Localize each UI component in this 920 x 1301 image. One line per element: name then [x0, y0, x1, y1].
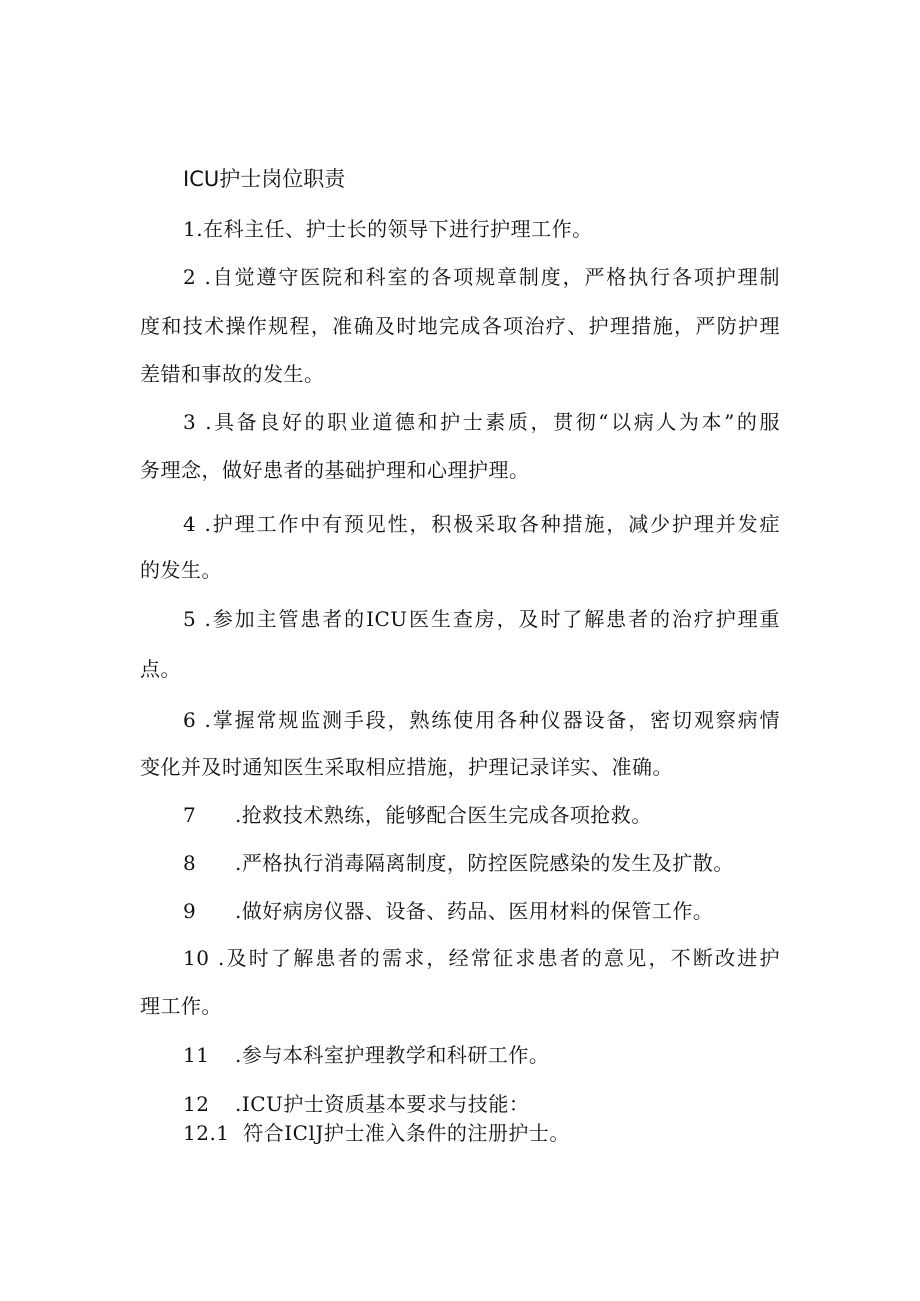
item-number: 4: [183, 512, 197, 536]
item-number: 1: [183, 217, 197, 241]
item-6-line-1: [183, 705, 780, 735]
item-text: .严格执行消毒隔离制度，防控医院感染的发生及扩散。: [235, 851, 734, 875]
item-7-line-1: [183, 800, 652, 830]
item-number: 10: [183, 946, 210, 970]
item-number: 11: [183, 1043, 210, 1067]
item-text: .自觉遵守医院和科室的各项规章制度，严格执行各项护理制: [204, 265, 781, 289]
item-6-line-2: 变化并及时通知医生采取相应措施，护理记录详实、准确。: [140, 755, 673, 779]
item-number: 6: [183, 708, 197, 732]
item-text: .做好病房仪器、设备、药品、医用材料的保管工作。: [235, 899, 714, 923]
item-4-line-2: 的发生。: [140, 558, 222, 582]
item-text: .参加主管患者的ICU医生查房，及时了解患者的治疗护理重: [204, 607, 780, 631]
item-10-line-1: [183, 943, 780, 973]
item-9-line-1: [183, 896, 713, 926]
item-8-line-1: [183, 848, 734, 878]
item-number: 9: [183, 899, 197, 923]
item-12-1-line-1: [183, 1118, 570, 1148]
item-text: 符合IClJ护士准入条件的注册护士。: [243, 1121, 570, 1145]
item-5-line-2: 点。: [140, 657, 181, 681]
item-2-line-3: 差错和事故的发生。: [140, 362, 325, 386]
item-5-line-1: [183, 604, 780, 634]
item-3-line-2: 务理念，做好患者的基础护理和心理护理。: [140, 458, 530, 482]
item-number: 12.1: [183, 1121, 230, 1145]
item-text: .在科主任、护士长的领导下进行护理工作。: [196, 217, 593, 241]
item-text: .具备良好的职业道德和护士素质，贯彻“以病人为本”的服: [205, 410, 781, 434]
document-title: ICU护士岗位职责: [183, 167, 346, 191]
item-number: 2: [183, 265, 197, 289]
item-2-line-2: 度和技术操作规程，准确及时地完成各项治疗、护理措施，严防护理: [140, 314, 780, 338]
item-text: .护理工作中有预见性，积极采取各种措施，减少护理并发症: [204, 512, 781, 536]
item-number: 3: [183, 410, 197, 434]
item-text: .ICU护士资质基本要求与技能：: [235, 1092, 530, 1116]
item-text: .参与本科室护理教学和科研工作。: [235, 1043, 550, 1067]
item-2-line-1: [183, 262, 780, 292]
item-3-line-1: [183, 407, 780, 437]
item-4-line-1: [183, 509, 780, 539]
item-1-line-1: [183, 214, 593, 244]
item-text: .掌握常规监测手段，熟练使用各种仪器设备，密切观察病情: [204, 708, 781, 732]
item-number: 12: [183, 1092, 210, 1116]
item-text: .及时了解患者的需求，经常征求患者的意见，不断改进护: [218, 946, 780, 970]
item-number: 7: [183, 803, 197, 827]
item-12-line-1: [183, 1089, 529, 1119]
item-10-line-2: 理工作。: [140, 994, 222, 1018]
item-number: 5: [183, 607, 197, 631]
item-number: 8: [183, 851, 197, 875]
item-11-line-1: [183, 1040, 549, 1070]
item-text: .抢救技术熟练，能够配合医生完成各项抢救。: [235, 803, 652, 827]
